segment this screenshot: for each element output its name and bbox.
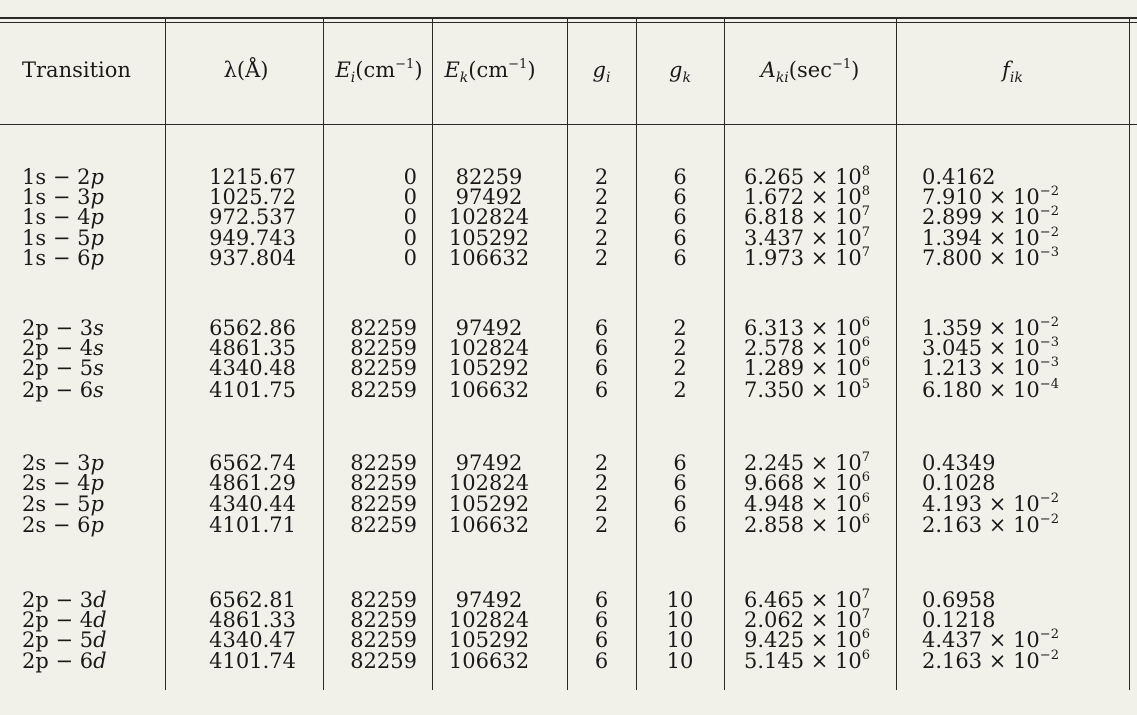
gk-cell: 6 xyxy=(673,165,687,189)
ek-cell: 106632 xyxy=(448,513,530,537)
gk-cell: 6 xyxy=(673,246,687,270)
ei-cell: 82259 xyxy=(350,451,417,475)
gk-cell: 10 xyxy=(666,628,694,652)
wavelength-cell: 4340.48 xyxy=(209,356,296,380)
wavelength-cell: 937.804 xyxy=(209,246,296,270)
gi-cell: 2 xyxy=(594,513,609,537)
header-gi: $g_i$ xyxy=(592,58,611,86)
aki-cell: $1.289 \times 10^6$ xyxy=(744,355,871,380)
gk-cell: 6 xyxy=(673,492,687,516)
ei-cell: 82259 xyxy=(350,316,417,340)
ei-cell: 82259 xyxy=(350,471,417,495)
transition-cell: 2p − 5s xyxy=(22,356,104,380)
transition-cell: 1s − 3p xyxy=(22,185,104,209)
column-divider xyxy=(1129,17,1130,690)
aki-cell: $2.245 \times 10^7$ xyxy=(744,450,871,475)
wavelength-cell: 972.537 xyxy=(209,205,296,229)
gi-cell: 6 xyxy=(594,316,609,340)
fik-cell: $6.180 \times 10^{-4}$ xyxy=(922,377,1059,402)
gi-cell: 6 xyxy=(594,378,609,402)
gi-cell: 6 xyxy=(594,356,609,380)
header-rule xyxy=(0,124,1137,125)
fik-cell: $4.437 \times 10^{-2}$ xyxy=(922,627,1059,652)
aki-cell: $2.062 \times 10^7$ xyxy=(744,607,871,632)
gi-cell: 2 xyxy=(594,185,609,209)
ei-cell: 82259 xyxy=(350,513,417,537)
aki-cell: $6.465 \times 10^7$ xyxy=(744,587,871,612)
wavelength-cell: 4101.71 xyxy=(209,513,296,537)
column-divider xyxy=(896,17,897,690)
aki-cell: $5.145 \times 10^6$ xyxy=(744,648,871,673)
ek-cell: 105292 xyxy=(448,226,530,250)
fik-cell: $2.163 \times 10^{-2}$ xyxy=(922,648,1059,673)
aki-cell: $2.578 \times 10^6$ xyxy=(744,335,871,360)
ek-cell: 102824 xyxy=(448,608,530,632)
wavelength-cell: 949.743 xyxy=(209,226,296,250)
fik-cell: $2.899 \times 10^{-2}$ xyxy=(922,204,1059,229)
fik-cell: $1.213 \times 10^{-3}$ xyxy=(922,355,1059,380)
gk-cell: 2 xyxy=(673,378,687,402)
transition-cell: 2p − 4d xyxy=(22,608,107,632)
ei-cell: 82259 xyxy=(350,628,417,652)
wavelength-cell: 4861.33 xyxy=(209,608,296,632)
ek-cell: 106632 xyxy=(448,246,530,270)
ek-cell: 102824 xyxy=(448,205,530,229)
ei-cell: 82259 xyxy=(350,588,417,612)
fik-cell: $7.800 \times 10^{-3}$ xyxy=(922,245,1059,270)
wavelength-cell: 4340.47 xyxy=(209,628,296,652)
transition-cell: 1s − 4p xyxy=(22,205,104,229)
wavelength-cell: 4101.75 xyxy=(209,378,296,402)
gi-cell: 2 xyxy=(594,205,609,229)
ek-cell: 102824 xyxy=(448,336,530,360)
header-ek: $E_k(cm^{-1})$ xyxy=(444,57,536,86)
transition-cell: 2s − 3p xyxy=(22,451,104,475)
header-wavelength: λ(Å) xyxy=(223,58,269,82)
fik-cell: 0.4349 xyxy=(922,451,996,475)
ei-cell: 82259 xyxy=(350,378,417,402)
ek-cell: 106632 xyxy=(448,649,530,673)
transition-cell: 2s − 5p xyxy=(22,492,104,516)
ek-cell: 106632 xyxy=(448,378,530,402)
header-fik: $f_{ik}$ xyxy=(1002,58,1023,86)
gk-cell: 6 xyxy=(673,205,687,229)
fik-cell: $2.163 \times 10^{-2}$ xyxy=(922,512,1059,537)
aki-cell: $6.265 \times 10^8$ xyxy=(744,164,871,189)
wavelength-cell: 4101.74 xyxy=(209,649,296,673)
aki-cell: $3.437 \times 10^7$ xyxy=(744,225,871,250)
column-divider xyxy=(432,17,433,690)
top-double-rule-inner xyxy=(0,22,1137,23)
ek-cell: 97492 xyxy=(455,316,523,340)
ek-cell: 102824 xyxy=(448,471,530,495)
ek-cell: 105292 xyxy=(448,628,530,652)
column-divider xyxy=(724,17,725,690)
gk-cell: 10 xyxy=(666,608,694,632)
transition-cell: 2p − 3s xyxy=(22,316,104,340)
gk-cell: 2 xyxy=(673,336,687,360)
transition-cell: 2s − 4p xyxy=(22,471,104,495)
wavelength-cell: 4861.29 xyxy=(209,471,296,495)
ei-cell: 82259 xyxy=(350,649,417,673)
ei-cell: 82259 xyxy=(350,356,417,380)
header-transition: Transition xyxy=(22,58,131,82)
wavelength-cell: 4340.44 xyxy=(209,492,296,516)
wavelength-cell: 1025.72 xyxy=(209,185,296,209)
ek-cell: 105292 xyxy=(448,492,530,516)
wavelength-cell: 1215.67 xyxy=(209,165,296,189)
wavelength-cell: 6562.86 xyxy=(209,316,296,340)
ei-cell: 0 xyxy=(403,165,417,189)
gi-cell: 6 xyxy=(594,588,609,612)
gk-cell: 2 xyxy=(673,356,687,380)
gi-cell: 2 xyxy=(594,451,609,475)
ei-cell: 0 xyxy=(403,205,417,229)
gi-cell: 2 xyxy=(594,471,609,495)
aki-cell: $7.350 \times 10^5$ xyxy=(744,377,871,402)
transition-cell: 2p − 6s xyxy=(22,378,104,402)
wavelength-cell: 4861.35 xyxy=(209,336,296,360)
gi-cell: 2 xyxy=(594,165,609,189)
fik-cell: $3.045 \times 10^{-3}$ xyxy=(922,335,1059,360)
fik-cell: $4.193 \times 10^{-2}$ xyxy=(922,491,1059,516)
transition-cell: 2p − 3d xyxy=(22,588,107,612)
gk-cell: 10 xyxy=(666,649,694,673)
gk-cell: 6 xyxy=(673,471,687,495)
aki-cell: $9.668 \times 10^6$ xyxy=(744,470,871,495)
fik-cell: 0.6958 xyxy=(922,588,996,612)
header-gk: $g_k$ xyxy=(669,58,691,86)
ei-cell: 0 xyxy=(403,185,417,209)
transition-cell: 1s − 5p xyxy=(22,226,104,250)
wavelength-cell: 6562.74 xyxy=(209,451,296,475)
aki-cell: $2.858 \times 10^6$ xyxy=(744,512,871,537)
fik-cell: $1.359 \times 10^{-2}$ xyxy=(922,315,1059,340)
gk-cell: 2 xyxy=(673,316,687,340)
aki-cell: $4.948 \times 10^6$ xyxy=(744,491,871,516)
fik-cell: $7.910 \times 10^{-2}$ xyxy=(922,184,1059,209)
gi-cell: 2 xyxy=(594,246,609,270)
gi-cell: 6 xyxy=(594,608,609,632)
header-aki: $A_{ki}(\sec^{-1})$ xyxy=(760,57,860,86)
gk-cell: 10 xyxy=(666,588,694,612)
transition-cell: 2p − 4s xyxy=(22,336,104,360)
gi-cell: 6 xyxy=(594,649,609,673)
gk-cell: 6 xyxy=(673,451,687,475)
header-ei: $E_i(cm^{-1})$ xyxy=(335,57,423,86)
top-double-rule xyxy=(0,17,1137,19)
fik-cell: 0.4162 xyxy=(922,165,996,189)
ei-cell: 82259 xyxy=(350,608,417,632)
transition-cell: 1s − 2p xyxy=(22,165,104,189)
gi-cell: 2 xyxy=(594,226,609,250)
aki-cell: $6.313 \times 10^6$ xyxy=(744,315,871,340)
transition-cell: 2s − 6p xyxy=(22,513,104,537)
fik-cell: 0.1218 xyxy=(922,608,996,632)
ei-cell: 82259 xyxy=(350,336,417,360)
transition-cell: 2p − 6d xyxy=(22,649,107,673)
gk-cell: 6 xyxy=(673,185,687,209)
ek-cell: 97492 xyxy=(455,185,523,209)
transition-cell: 2p − 5d xyxy=(22,628,107,652)
gk-cell: 6 xyxy=(673,513,687,537)
aki-cell: $1.973 \times 10^7$ xyxy=(744,245,871,270)
ei-cell: 0 xyxy=(403,246,417,270)
ek-cell: 82259 xyxy=(455,165,523,189)
gk-cell: 6 xyxy=(673,226,687,250)
gi-cell: 6 xyxy=(594,628,609,652)
aki-cell: $6.818 \times 10^7$ xyxy=(744,204,871,229)
wavelength-cell: 6562.81 xyxy=(209,588,296,612)
ek-cell: 97492 xyxy=(455,451,523,475)
ek-cell: 97492 xyxy=(455,588,523,612)
aki-cell: $9.425 \times 10^6$ xyxy=(744,627,871,652)
ei-cell: 0 xyxy=(403,226,417,250)
fik-cell: 0.1028 xyxy=(922,471,996,495)
gi-cell: 6 xyxy=(594,336,609,360)
ei-cell: 82259 xyxy=(350,492,417,516)
aki-cell: $1.672 \times 10^8$ xyxy=(744,184,871,209)
gi-cell: 2 xyxy=(594,492,609,516)
fik-cell: $1.394 \times 10^{-2}$ xyxy=(922,225,1059,250)
transition-cell: 1s − 6p xyxy=(22,246,104,270)
ek-cell: 105292 xyxy=(448,356,530,380)
